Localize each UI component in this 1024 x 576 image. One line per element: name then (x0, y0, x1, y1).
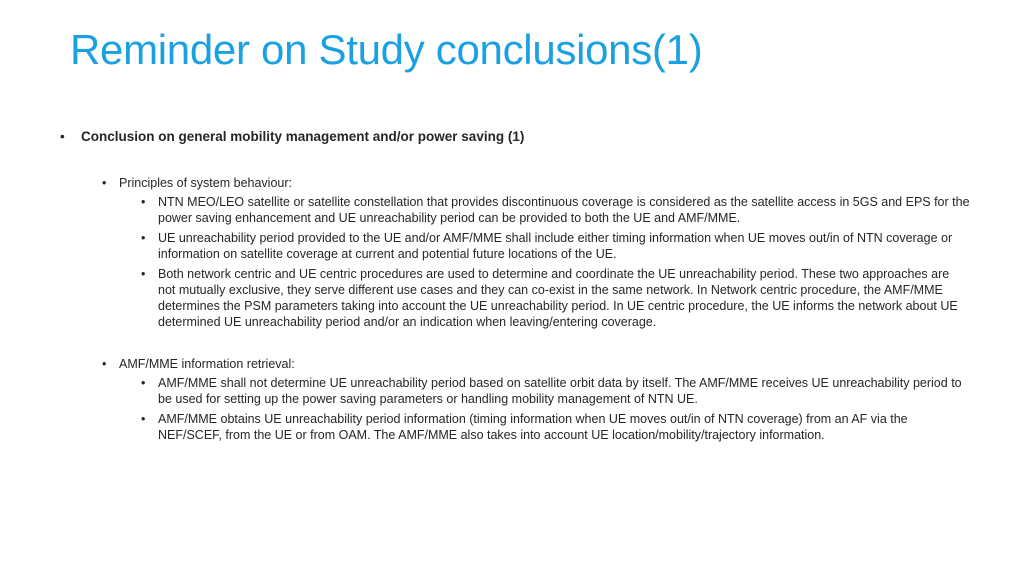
bullet-icon: • (102, 357, 107, 371)
list-item-text: Both network centric and UE centric procedures are used to determine and coordinate the UE unreachability period. These two approaches are not mutually exclusive, they serve different use cases and they can co-exist in the same network. In Network centric procedure, the AMF/MME determines the PSM parameters taking into account the UE unreachability period. In UE centric procedure, the UE informs the network about UE determined UE unreachability period and/or an indication when leaving/entering coverage. (158, 267, 958, 329)
bullet-icon: • (141, 231, 146, 245)
bullet-icon: • (60, 129, 65, 144)
list-item-text: UE unreachability period provided to the UE and/or AMF/MME shall include either timing information when UE moves out/in of NTN coverage or information on satellite coverage at current and potential future locations of the UE. (158, 231, 953, 261)
main-point-text: Conclusion on general mobility management and/or power saving (1) (81, 129, 525, 144)
section-heading (60, 356, 970, 372)
slide-title: Reminder on Study conclusions(1) (70, 26, 703, 73)
bullet-icon: • (102, 176, 107, 190)
list-item (60, 194, 970, 226)
bullet-icon: • (141, 412, 146, 426)
bullet-icon: • (141, 376, 146, 390)
list-item (60, 266, 970, 330)
list-item-text: NTN MEO/LEO satellite or satellite constellation that provides discontinuous coverage is considered as the satellite access in 5GS and EPS for the power saving enhancement and UE unreachability period can be provided to both the UE and AMF/MME. (158, 195, 970, 225)
bullet-icon: • (141, 267, 146, 281)
slide-body (60, 128, 970, 443)
list-item-text: AMF/MME obtains UE unreachability period information (timing information when UE moves out/in of NTN coverage) from an AF via the NEF/SCEF, from the UE or from OAM. The AMF/MME also takes into account UE location/mobility/trajectory information. (158, 412, 908, 442)
section-heading-text: AMF/MME information retrieval: (119, 357, 295, 371)
section-heading-text: Principles of system behaviour: (119, 176, 292, 190)
section-heading (60, 175, 970, 191)
list-item (60, 411, 970, 443)
bullet-icon: • (141, 195, 146, 209)
main-bullet (60, 128, 970, 146)
list-item (60, 230, 970, 262)
list-item (60, 375, 970, 407)
list-item-text: AMF/MME shall not determine UE unreachability period based on satellite orbit data by itself. The AMF/MME receives UE unreachability period to be used for setting up the power saving parameters or handling mobility management of NTN UE. (158, 376, 962, 406)
